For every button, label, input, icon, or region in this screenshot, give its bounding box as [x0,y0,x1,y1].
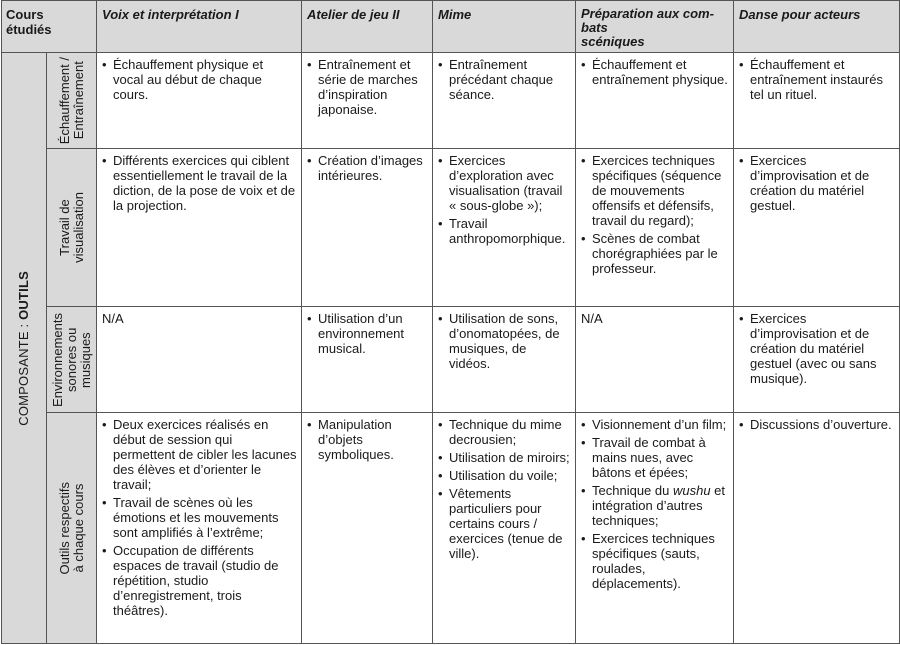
bullet-list [307,57,428,117]
row-header-label: Échauffement / Entraînement [56,56,86,145]
corner-label: Cours étudiés [6,7,52,37]
list-item: • Entraînement précédant chaque séance. [438,57,571,102]
column-header [576,1,734,53]
list-item: • Vêtements particuliers pour certains cours / exercices (tenue de ville). [438,486,571,561]
bullet-list [102,57,297,102]
table-cell [576,53,734,149]
table-cell [97,413,302,644]
list-item: • Échauffement et entraînement instaurés tel un rituel. [739,57,895,102]
column-header-label: Préparation aux com- bats scéniques [581,6,714,49]
row-header [47,413,97,644]
row-header-label: Outils respectifs à chaque cours [56,481,86,575]
table-cell [433,149,576,307]
side-label-cell [2,53,47,644]
bullet-list [581,153,729,276]
bullet-list [739,311,895,386]
bullet-list [307,153,428,183]
column-header-label: Danse pour acteurs [739,7,861,22]
column-header [433,1,576,53]
list-item: • Exercices d’exploration avec visualisation (travail « sous-globe »); [438,153,571,213]
list-item: • Discussions d’ouverture. [739,417,895,432]
table-cell [576,413,734,644]
list-item-emphasis: wushu [672,483,711,498]
list-item-text: Technique du [592,483,673,498]
column-header-label: Voix et interprétation I [102,7,239,22]
table-cell [302,53,433,149]
list-item: • Occupation de différents espaces de travail (studio de répétition, studio d’enregistrement, trois théâtres). [102,543,297,618]
list-item: • Utilisation d’un environnement musical. [307,311,428,356]
table-cell [433,307,576,413]
bullet-list [739,57,895,102]
bullet-list [438,311,571,371]
column-header [734,1,900,53]
list-item: • Scènes de combat chorégraphiées par le professeur. [581,231,729,276]
list-item: • Échauffement physique et vocal au début de chaque cours. [102,57,297,102]
course-tools-table [1,0,900,644]
cell-text: N/A [102,311,124,326]
table-cell [734,413,900,644]
bullet-list [438,57,571,102]
bullet-list [581,417,729,591]
list-item: • Exercices techniques spécifiques (sauts, roulades, déplacements). [581,531,729,591]
row-header-label: Environnements sonores ou musiques [49,312,93,407]
bullet-list [102,417,297,618]
table-cell [97,53,302,149]
list-item: • Exercices d’improvisation et de création du matériel gestuel (avec ou sans musique). [739,311,895,386]
list-item: • Utilisation de miroirs; [438,450,571,465]
corner-header [2,1,97,53]
column-header [302,1,433,53]
table-cell [97,149,302,307]
row-header-label: Travail de visualisation [56,192,86,263]
column-header [97,1,302,53]
bullet-list [581,57,729,87]
side-label [17,271,31,426]
table-cell [576,149,734,307]
table-cell [734,53,900,149]
side-label-strong: OUTILS [16,270,31,320]
table-cell [97,307,302,413]
cell-text: N/A [581,311,603,326]
bullet-list [438,153,571,246]
table-row [2,413,900,644]
row-header [47,307,97,413]
bullet-list [307,417,428,462]
table-cell [734,307,900,413]
list-item: • Deux exercices réalisés en début de session qui permettent de cibler les lacunes des élèves et d’orienter le travail; [102,417,297,492]
table-cell [302,149,433,307]
list-item: • Entraînement et série de marches d’inspiration japonaise. [307,57,428,117]
table-cell [433,53,576,149]
bullet-list [307,311,428,356]
list-item: • Exercices techniques spécifiques (séquence de mouvements offensifs et défensifs, travail du regard); [581,153,729,228]
table-cell [302,307,433,413]
table-row [2,53,900,149]
column-header-label: Atelier de jeu II [307,7,400,22]
row-header [47,149,97,307]
table-row [2,307,900,413]
list-item: • Travail de combat à mains nues, avec bâtons et épées; [581,435,729,480]
list-item: • Travail de scènes où les émotions et les mouvements sont amplifiés à l’extrême; [102,495,297,540]
list-item: • Échauffement et entraînement physique. [581,57,729,87]
list-item: • Manipulation d’objets symboliques. [307,417,428,462]
list-item: • Travail anthropomorphique. [438,216,571,246]
row-header [47,53,97,149]
list-item: • Visionnement d’un film; [581,417,729,432]
header-row [2,1,900,53]
bullet-list [739,417,895,432]
list-item: • Technique du mime decrousien; [438,417,571,447]
list-item-text: et intégration d’autres techniques; [592,483,726,528]
table-cell [576,307,734,413]
table-cell [734,149,900,307]
list-item: • Différents exercices qui ciblent essentiellement le travail de la diction, de la pose de voix et de la projection. [102,153,297,213]
bullet-list [102,153,297,213]
column-header-label: Mime [438,7,472,22]
list-item: • Création d’images intérieures. [307,153,428,183]
list-item [581,483,729,528]
list-item: • Utilisation du voile; [438,468,571,483]
table-cell [433,413,576,644]
table-row [2,149,900,307]
bullet-list [739,153,895,213]
table-cell [302,413,433,644]
list-item: • Exercices d’improvisation et de création du matériel gestuel. [739,153,895,213]
list-item: • Utilisation de sons, d’onomatopées, de musiques, de vidéos. [438,311,571,371]
bullet-list [438,417,571,561]
side-label-prefix: COMPOSANTE : [16,319,31,426]
